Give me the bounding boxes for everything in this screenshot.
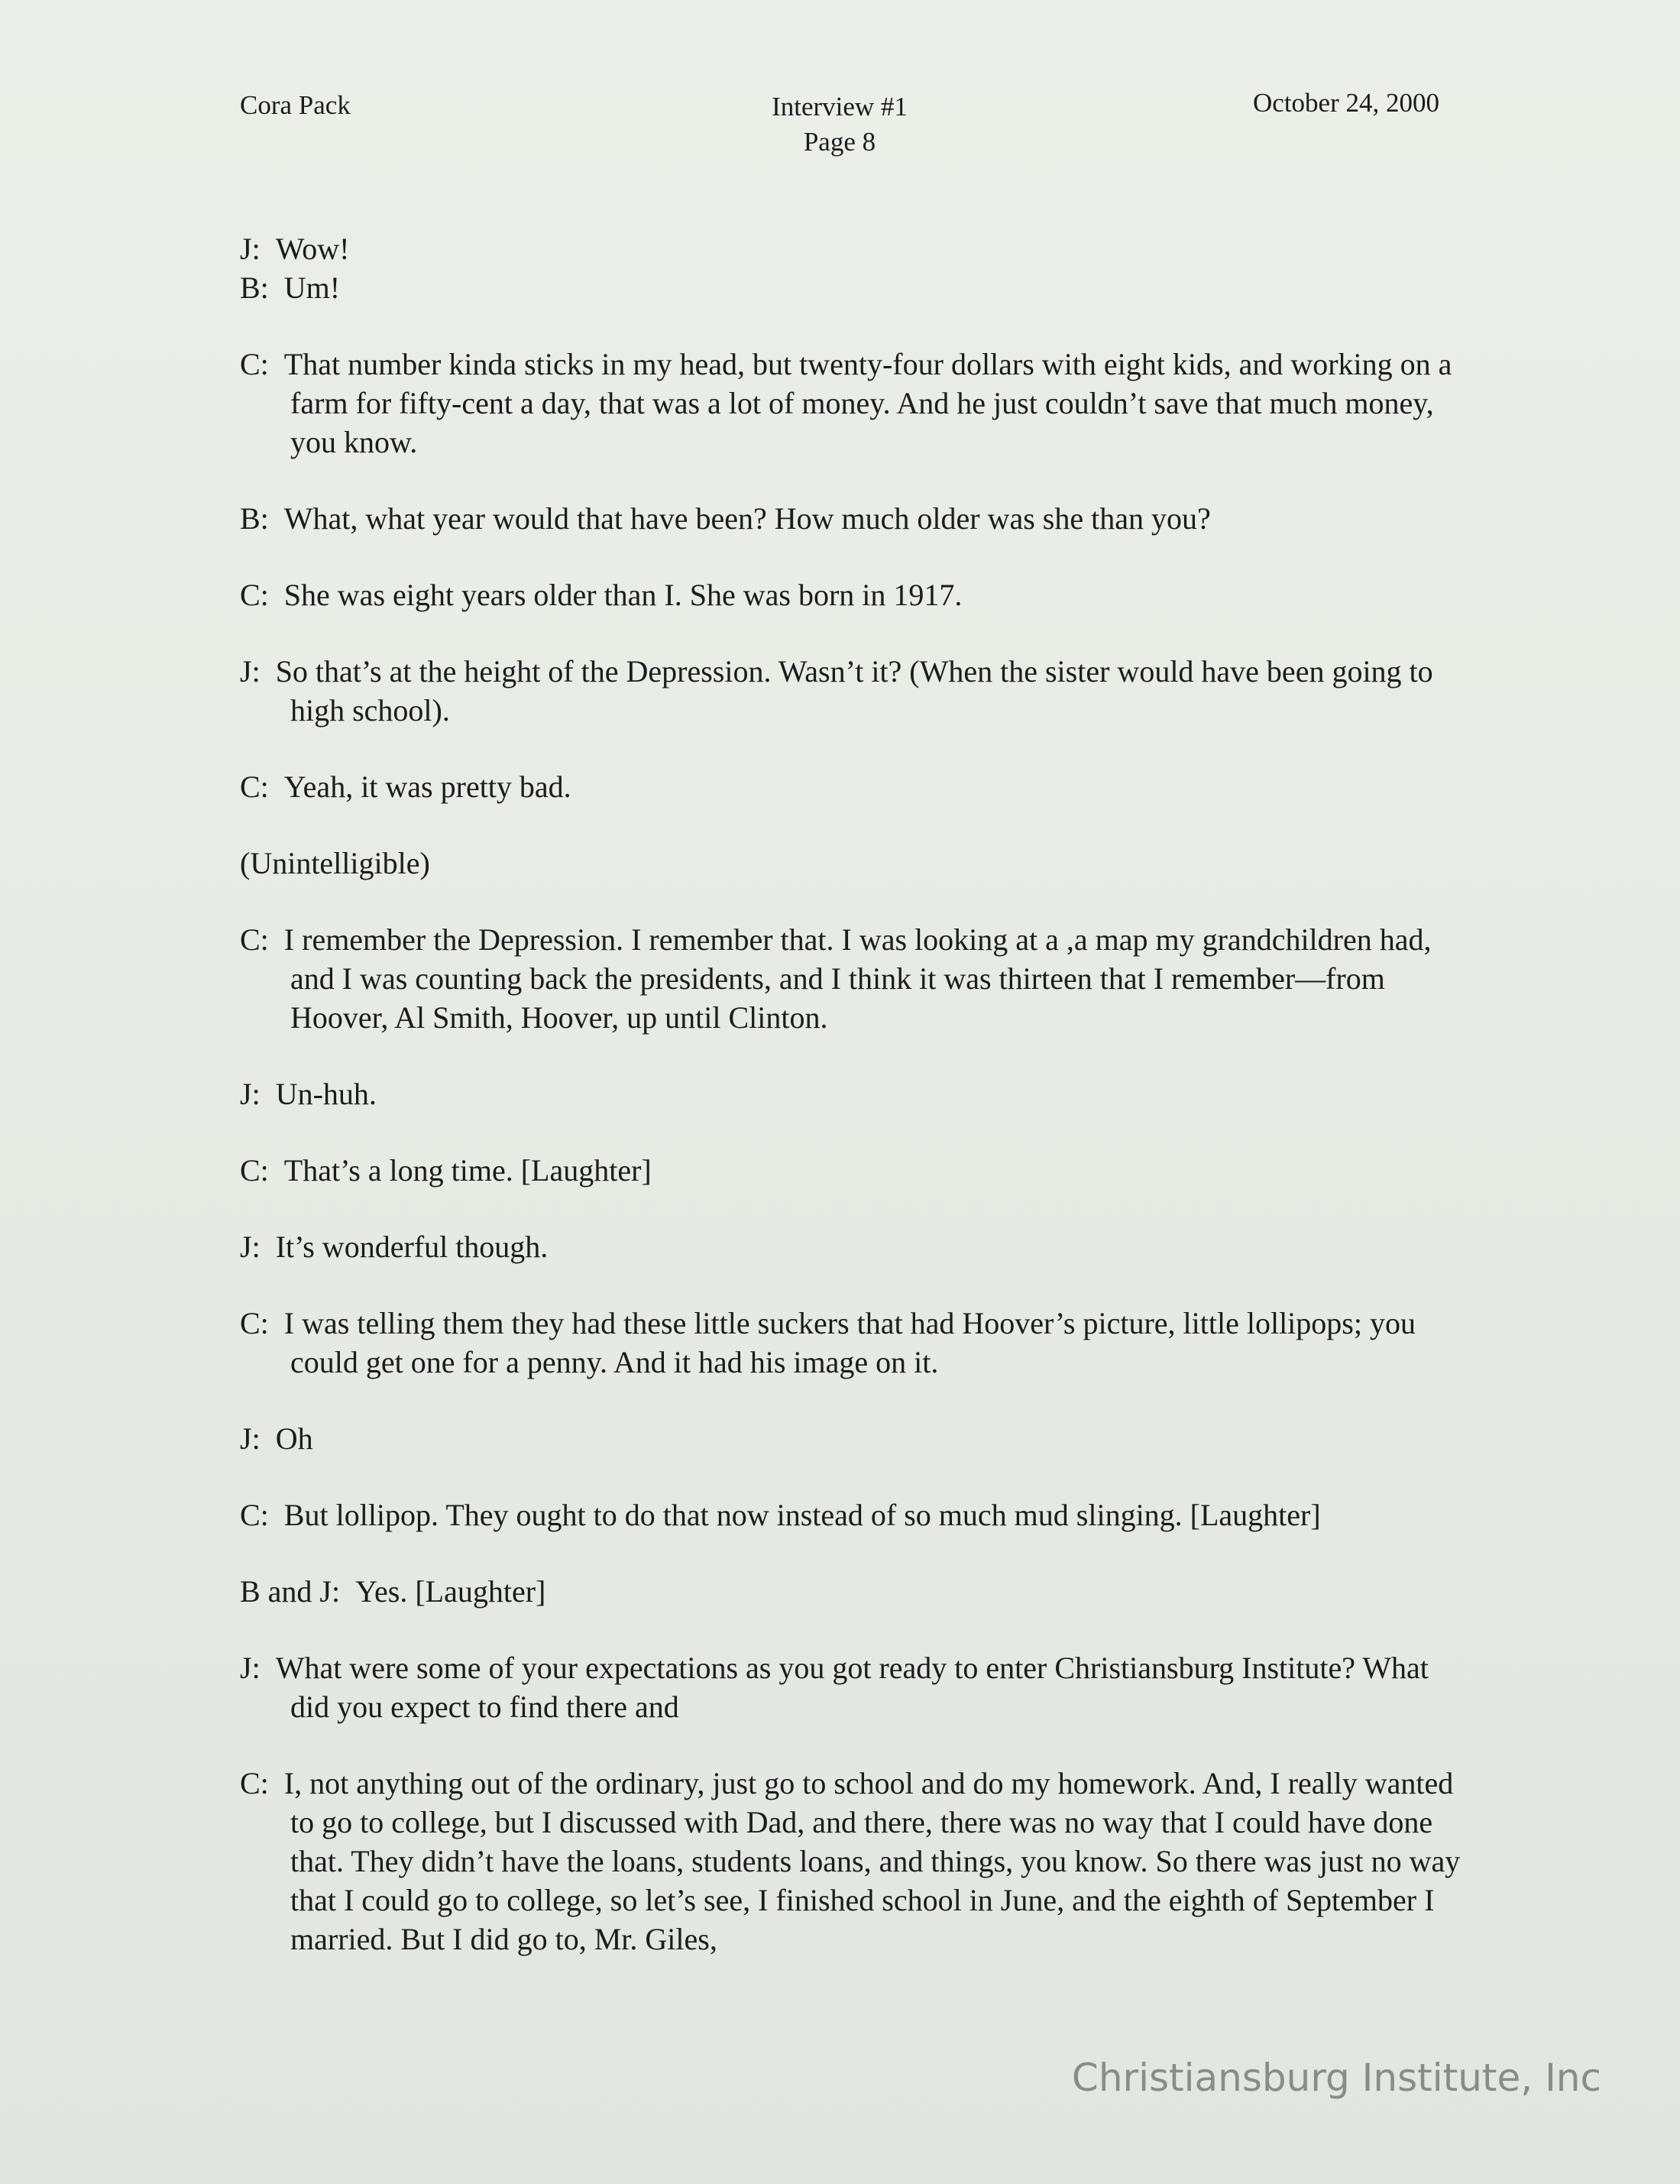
transcript-entry <box>240 920 1462 1037</box>
speaker-label: B: <box>240 501 269 536</box>
entry-text: But lollipop. They ought to do that now instead of so much mud slinging. [Laughter] <box>283 1498 1321 1532</box>
speaker-label: C: <box>240 347 269 381</box>
entry-text: She was eight years older than I. She was born in 1917. <box>283 578 963 612</box>
speaker-label: J: <box>240 1077 261 1111</box>
transcript-entry <box>240 652 1462 730</box>
transcript-note <box>240 844 1462 883</box>
entry-text: (Unintelligible) <box>240 846 430 880</box>
transcript-entry <box>240 345 1462 462</box>
entry-text: Yeah, it was pretty bad. <box>283 770 571 804</box>
entry-text: So that’s at the height of the Depression. Wasn’t it? (When the sister would have been going to high school). <box>275 654 1433 727</box>
speaker-label: J: <box>240 1421 261 1456</box>
speaker-label: B and J: <box>240 1574 341 1609</box>
transcript-entry <box>240 1764 1462 1959</box>
entry-text: That number kinda sticks in my head, but twenty-four dollars with eight kids, and working on a farm for fifty-cent a day, that was a lot of money. And he just couldn’t save that much money, you know. <box>283 347 1452 459</box>
entry-text: I, not anything out of the ordinary, just go to school and do my homework. And, I really wanted to go to college, but I discussed with Dad, and there, there was no way that I could have done that. They didn’t have the loans, students loans, and things, you know. So there was just no way that I could go to college, so let’s see, I finished school in June, and the eighth of September I married. But I did go to, Mr. Giles, <box>283 1766 1461 1956</box>
interview-number: Interview #1 <box>772 92 908 122</box>
speaker-label: C: <box>240 1766 269 1800</box>
entry-text: Wow! <box>275 232 350 266</box>
entry-text: I remember the Depression. I remember that. I was looking at a ,a map my grandchildren had, and I was counting back the presidents, and I think it was thirteen that I remember—from Hoover, Al Smith, Hoover, up until Clinton. <box>283 922 1432 1035</box>
transcript-entry <box>240 1304 1462 1382</box>
transcript-entry <box>240 1227 1462 1266</box>
speaker-label: C: <box>240 922 269 957</box>
entry-text: Un-huh. <box>275 1077 377 1111</box>
entry-text: What, what year would that have been? How much older was she than you? <box>283 501 1211 536</box>
transcript-entry <box>240 1495 1462 1534</box>
interview-date: October 24, 2000 <box>1253 88 1439 118</box>
interviewee-name: Cora Pack <box>240 90 351 120</box>
transcript-entry <box>240 268 1462 307</box>
transcript-entry <box>240 767 1462 806</box>
entry-text: Oh <box>275 1421 313 1456</box>
transcript-entry <box>240 1648 1462 1726</box>
transcript-entry <box>240 1419 1462 1458</box>
entry-text: What were some of your expectations as you got ready to enter Christiansburg Institute? What did you expect to find there and <box>275 1651 1429 1724</box>
entry-text: It’s wonderful though. <box>275 1230 549 1264</box>
speaker-label: C: <box>240 770 269 804</box>
transcript-entry <box>240 1074 1462 1113</box>
speaker-label: C: <box>240 578 269 612</box>
entry-text: That’s a long time. [Laughter] <box>283 1153 652 1188</box>
transcript-entry <box>240 229 1462 268</box>
entry-text: Um! <box>283 271 341 305</box>
speaker-label: J: <box>240 654 261 689</box>
speaker-label: C: <box>240 1153 269 1188</box>
watermark: Christiansburg Institute, Inc <box>1071 2056 1601 2100</box>
entry-text: I was telling them they had these little suckers that had Hoover’s picture, little lollipops; you could get one for a penny. And it had his image on it. <box>283 1306 1416 1379</box>
transcript-body <box>240 229 1462 1996</box>
transcript-entry <box>240 575 1462 614</box>
speaker-label: B: <box>240 271 269 305</box>
speaker-label: J: <box>240 1230 261 1264</box>
page-number: Page 8 <box>803 127 876 157</box>
transcript-entry <box>240 1572 1462 1611</box>
speaker-label: C: <box>240 1306 269 1340</box>
transcript-entry <box>240 1151 1462 1190</box>
entry-text: Yes. [Laughter] <box>355 1574 546 1609</box>
speaker-label: C: <box>240 1498 269 1532</box>
speaker-label: J: <box>240 232 261 266</box>
transcript-entry <box>240 499 1462 538</box>
page-header <box>240 88 1439 164</box>
speaker-label: J: <box>240 1651 261 1685</box>
